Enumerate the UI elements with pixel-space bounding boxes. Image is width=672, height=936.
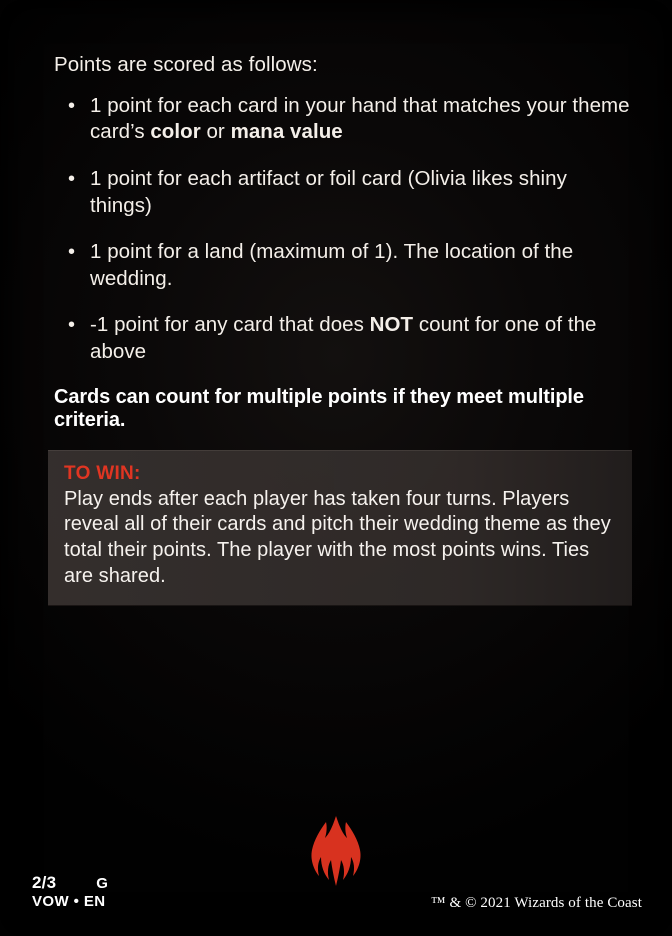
bullet-icon: • bbox=[68, 314, 76, 337]
collector-number: 2/3 bbox=[32, 872, 57, 892]
list-item-text-pre: -1 point for any card that does bbox=[90, 313, 370, 337]
list-item bbox=[40, 312, 632, 365]
list-item bbox=[40, 166, 632, 219]
intro-text: Points are scored as follows: bbox=[54, 53, 318, 76]
to-win-text: Play ends after each player has taken four turns. Players reveal all of their cards and pitch their wedding theme as they total their points. The player with the most points wins. Ties are shared. bbox=[64, 487, 611, 587]
list-item bbox=[40, 239, 632, 292]
collector-info bbox=[32, 872, 108, 913]
to-win-label: TO WIN: bbox=[64, 462, 141, 484]
to-win-panel bbox=[48, 450, 632, 606]
list-item-bold-color: color bbox=[150, 120, 201, 144]
list-item-bold-mana-value: mana value bbox=[230, 120, 343, 144]
list-item bbox=[40, 93, 632, 146]
list-item-text-pre: 1 point for each card in your hand that matches your theme card’s bbox=[90, 93, 630, 144]
bullet-icon: • bbox=[68, 241, 76, 264]
list-item-text-mid: count for one of the above bbox=[90, 313, 597, 364]
card-text-area bbox=[40, 52, 632, 606]
list-item-text-pre: 1 point for each artifact or foil card (Olivia likes shiny things) bbox=[90, 166, 567, 217]
list-item-text-pre: 1 point for a land (maximum of 1). The location of the wedding. bbox=[90, 240, 574, 290]
scoring-list bbox=[40, 93, 632, 366]
list-item-bold-not: NOT bbox=[369, 313, 414, 337]
set-and-language: VOW • EN bbox=[32, 893, 106, 911]
multiple-criteria-note: Cards can count for multiple points if they meet multiple criteria. bbox=[54, 385, 584, 431]
rarity-letter: G bbox=[96, 874, 109, 892]
bullet-icon: • bbox=[68, 94, 76, 117]
legal-text: ™ & © 2021 Wizards of the Coast bbox=[430, 895, 642, 911]
planeswalker-icon bbox=[305, 816, 367, 884]
list-item-text-mid: or bbox=[200, 120, 231, 144]
bullet-icon: • bbox=[68, 167, 76, 190]
